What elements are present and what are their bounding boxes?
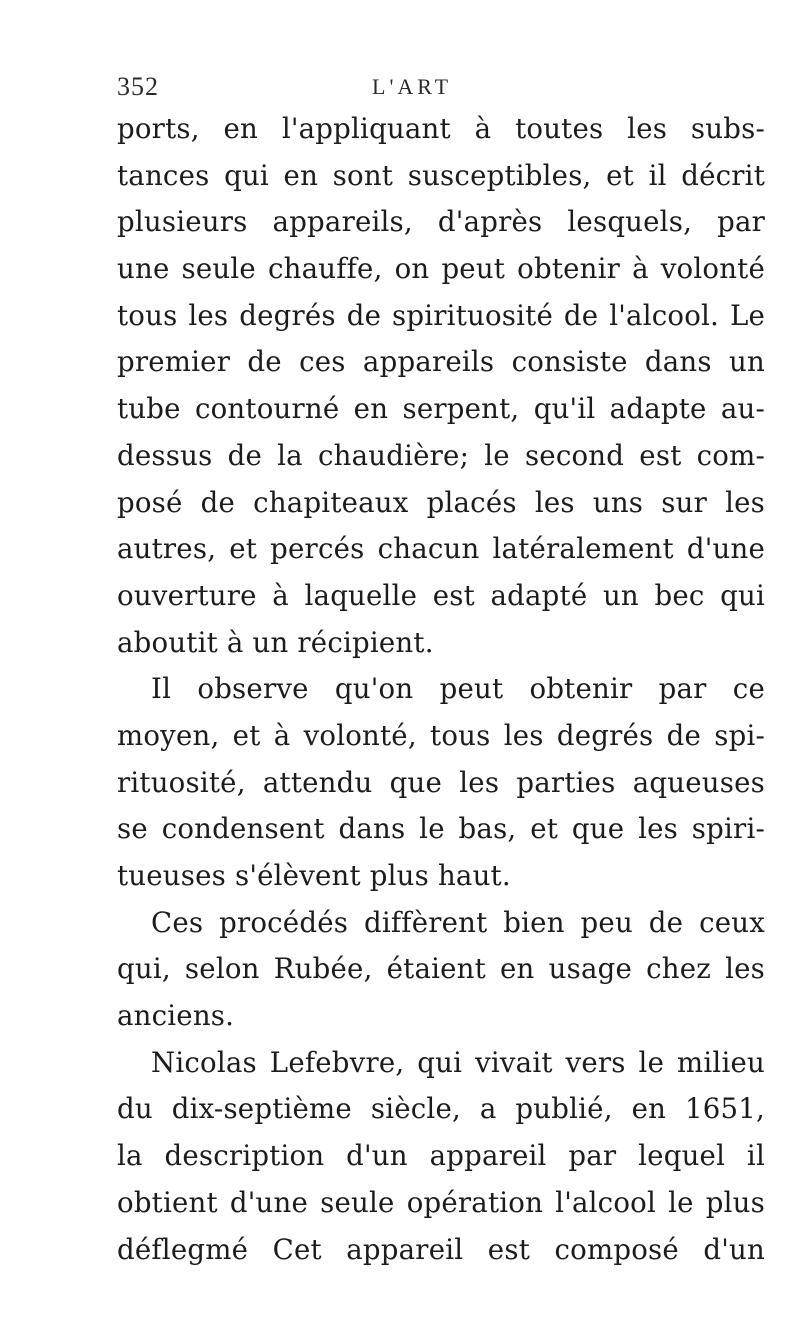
text-line: une seule chauffe, on peut obtenir à volonté [117, 252, 765, 286]
text-line: aboutit à un récipient. [117, 625, 434, 659]
paragraph-first-line: Il observe qu'on peut obtenir par ce [151, 672, 765, 706]
paragraph-first-line: Ces procédés diffèrent bien peu de ceux [151, 905, 765, 939]
text-line: autres, et percés chacun latéralement d'une [117, 532, 765, 566]
text-line: posé de chapiteaux placés les uns sur les [117, 485, 765, 519]
text-line: obtient d'une seule opération l'alcool le plus [117, 1185, 765, 1219]
text-line: ouverture à laquelle est adapté un bec qui [117, 578, 765, 612]
text-line: rituosité, attendu que les parties aqueuses [117, 765, 765, 799]
text-line: tances qui en sont susceptibles, et il décrit [117, 158, 765, 192]
text-line: tueuses s'élèvent plus haut. [117, 859, 511, 892]
paragraph-first-line: Nicolas Lefebvre, qui vivait vers le milieu [151, 1045, 765, 1079]
text-line: ports, en l'appliquant à toutes les subs- [117, 112, 765, 145]
body-text [117, 106, 765, 1273]
text-line: se condensent dans le bas, et que les spiri- [117, 812, 765, 846]
text-line: moyen, et à volonté, tous les degrés de spi- [117, 718, 765, 752]
text-line: premier de ces appareils consiste dans un [117, 345, 765, 379]
running-head [117, 72, 657, 102]
text-line: dessus de la chaudière; le second est com- [117, 438, 765, 472]
text-line: la description d'un appareil par lequel il [117, 1139, 765, 1173]
page-number: 352 [117, 72, 159, 101]
text-line: tous les degrés de spirituosité de l'alcool. Le [117, 298, 765, 332]
running-title: L'ART [372, 74, 453, 99]
text-line: tube contourné en serpent, qu'il adapte au- [117, 392, 765, 426]
text-line: du dix-septième siècle, a publié, en 1651, [117, 1092, 765, 1126]
text-line: qui, selon Rubée, étaient en usage chez les [117, 952, 765, 986]
text-line: déflegmé Cet appareil est composé d'un [117, 1232, 765, 1266]
text-line: anciens. [117, 999, 235, 1033]
text-line: plusieurs appareils, d'après lesquels, par [117, 205, 765, 239]
